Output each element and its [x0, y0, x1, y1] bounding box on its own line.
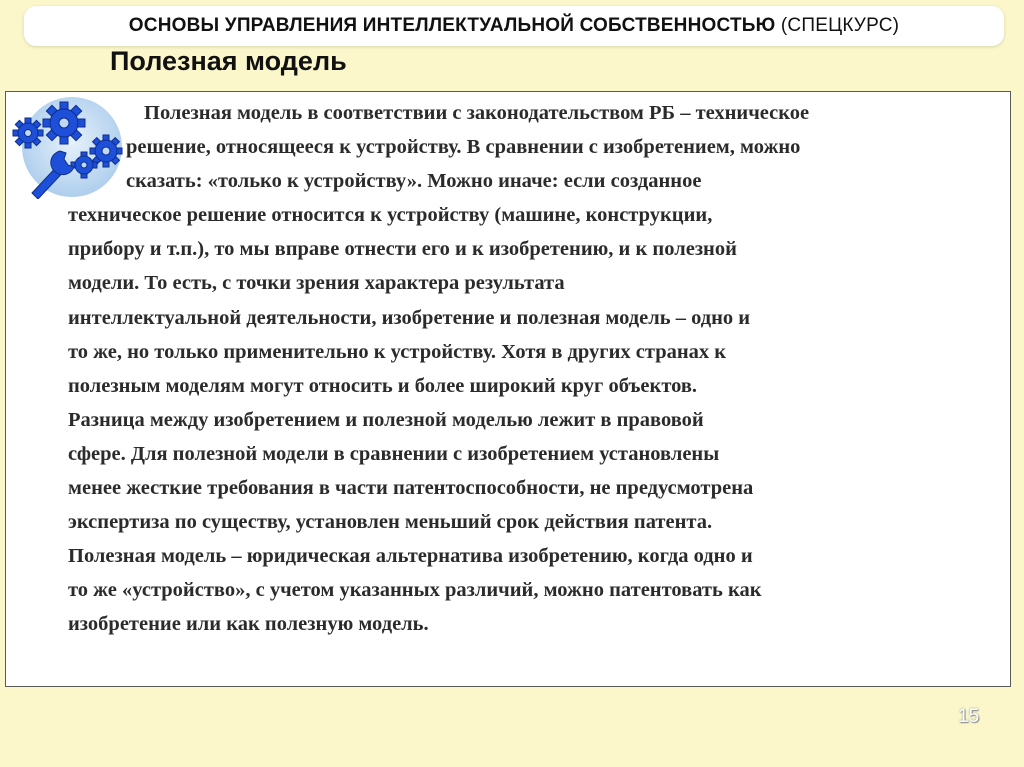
body-line: модели. То есть, с точки зрения характера результата	[68, 272, 565, 295]
body-line: техническое решение относится к устройству (машине, конструкции,	[68, 204, 713, 227]
body-line: решение, относящееся к устройству. В сравнении с изобретением, можно	[126, 136, 801, 159]
body-line: прибору и т.п.), то мы вправе отнести его и к изобретению, и к полезной	[68, 238, 737, 261]
body-line: сказать: «только к устройству». Можно иначе: если созданное	[126, 170, 702, 193]
body-text	[68, 96, 984, 642]
body-line: интеллектуальной деятельности, изобретение и полезная модель – одно и	[68, 306, 751, 329]
course-title-suffix: (СПЕЦКУРС)	[780, 15, 900, 36]
body-line: Полезная модель – юридическая альтернатива изобретению, когда одно и	[68, 545, 753, 568]
course-title-main: ОСНОВЫ УПРАВЛЕНИЯ ИНТЕЛЛЕКТУАЛЬНОЙ СОБСТВЕННОСТЬЮ	[128, 15, 776, 36]
course-title	[129, 15, 899, 37]
body-line: менее жесткие требования в части патентоспособности, не предусмотрена	[68, 477, 754, 500]
body-line: сфере. Для полезной модели в сравнении с изобретением установлены	[68, 442, 720, 465]
page-number: 15	[958, 706, 980, 727]
body-line: то же «устройство», с учетом указанных различий, можно патентовать как	[68, 579, 762, 602]
body-line: Полезная модель в соответствии с законодательством РБ – техническое	[144, 102, 810, 124]
body-line: изобретение или как полезную модель.	[68, 613, 429, 636]
body-line: полезным моделям могут относить и более широкий круг объектов.	[68, 374, 698, 397]
course-header	[24, 6, 1004, 46]
slide-title: Полезная модель	[110, 46, 347, 76]
body-line: экспертиза по существу, установлен меньший срок действия патента.	[68, 511, 713, 534]
body-line: то же, но только применительно к устройству. Хотя в других странах к	[68, 340, 727, 363]
body-line: Разница между изобретением и полезной моделью лежит в правовой	[68, 408, 704, 431]
